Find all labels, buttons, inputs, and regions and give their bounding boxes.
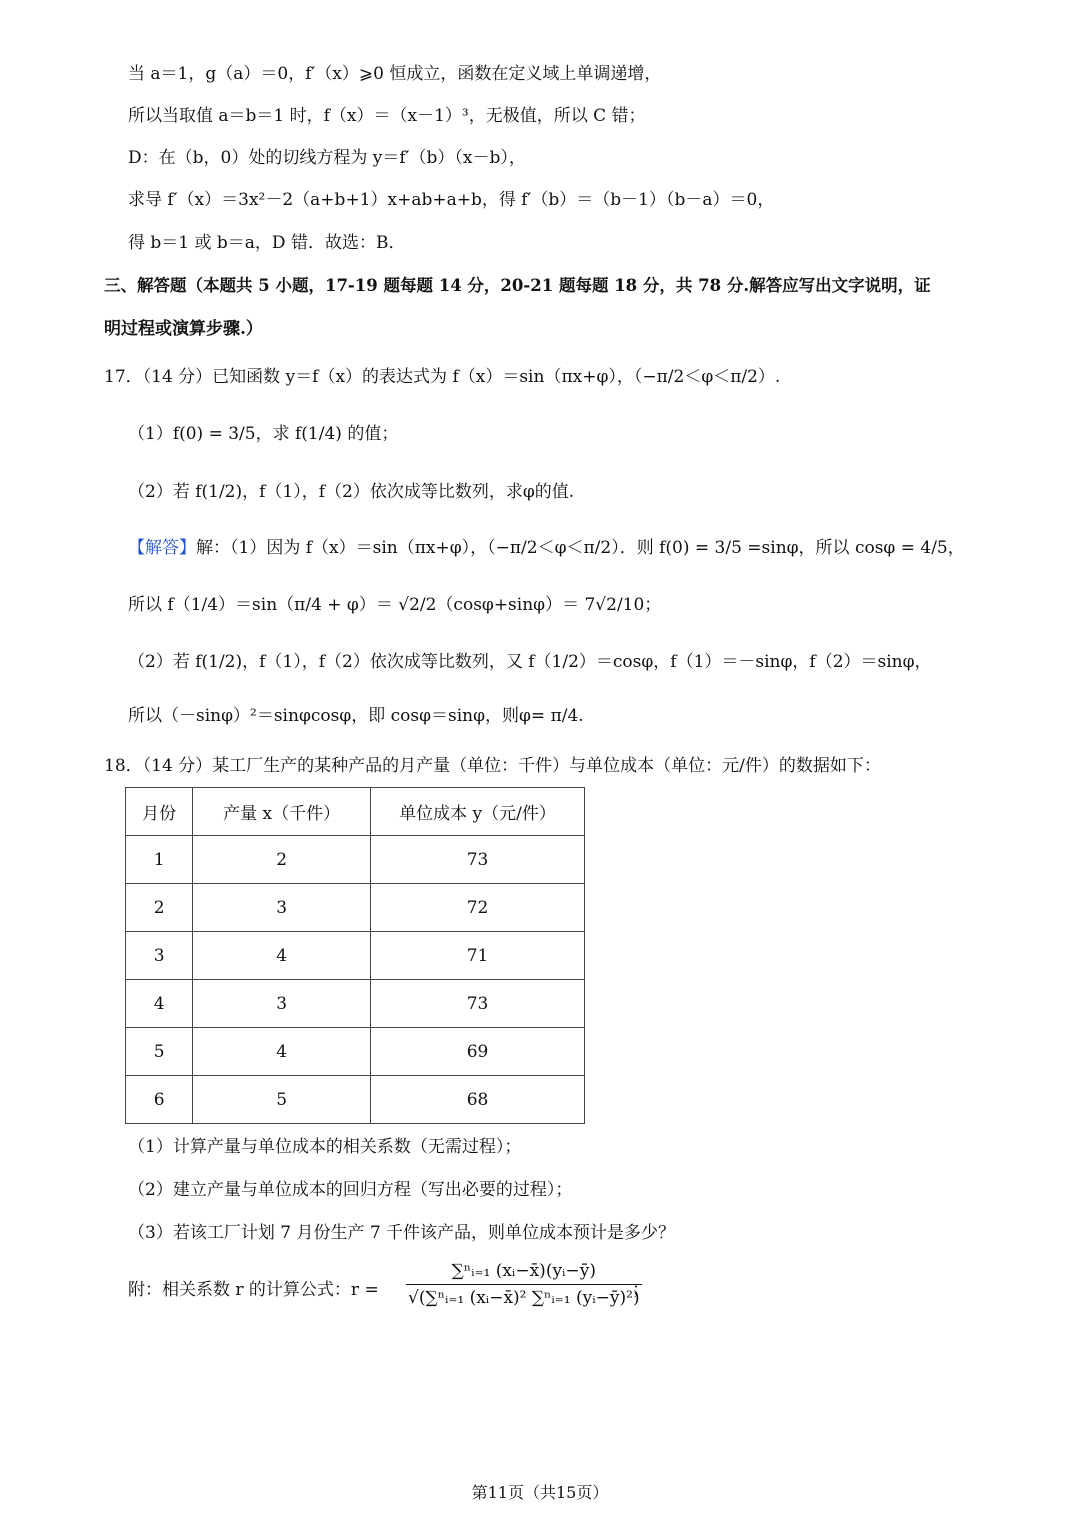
prev-solution-line-4: 求导 f′（x）＝3x²－2（a+b+1）x+ab+a+b，得 f′（b）＝（b－1）（b－a）＝0，	[128, 190, 775, 210]
table-cell: 2	[126, 884, 193, 932]
table-header-month: 月份	[126, 788, 193, 836]
correlation-formula	[406, 1258, 642, 1311]
table-row	[126, 1028, 585, 1076]
prev-solution-line-5: 得 b＝1 或 b＝a，D 错．故选：B．	[128, 233, 406, 253]
table-cell: 73	[371, 836, 585, 884]
table-cell: 3	[193, 980, 371, 1028]
q17-answer-line-1	[128, 536, 965, 560]
table-cell: 71	[371, 932, 585, 980]
section-header-line-2: 明过程或演算步骤.）	[104, 319, 263, 339]
q17-answer-line-2: 所以 f（1/4）＝sin（π/4 + φ）＝ √2/2（cosφ+sinφ）＝ 7√2/10；	[128, 595, 662, 615]
q18-part-3: （3）若该工厂计划 7 月份生产 7 千件该产品，则单位成本预计是多少？	[128, 1223, 676, 1243]
q18-part-1: （1）计算产量与单位成本的相关系数（无需过程）；	[128, 1137, 522, 1157]
production-cost-table	[125, 787, 585, 1124]
q18-stem: 18．（14 分）某工厂生产的某种产品的月产量（单位：千件）与单位成本（单位：元/件）的数据如下：	[104, 756, 881, 776]
table-cell: 6	[126, 1076, 193, 1124]
prev-solution-line-1: 当 a＝1，g（a）＝0，f′（x）⩾0 恒成立，函数在定义域上单调递增，	[128, 64, 662, 84]
table-cell: 5	[193, 1076, 371, 1124]
table-cell: 73	[371, 980, 585, 1028]
q17-stem: 17．（14 分）已知函数 y＝f（x）的表达式为 f（x）＝sin（πx+φ），（−π/2＜φ＜π/2）.	[104, 367, 781, 387]
table-cell: 72	[371, 884, 585, 932]
table-header-output: 产量 x（千件）	[193, 788, 371, 836]
table-cell: 2	[193, 836, 371, 884]
formula-denominator: √(∑ⁿᵢ₌₁ (xᵢ−x̄)² ∑ⁿᵢ₌₁ (yᵢ−ȳ)²)	[408, 1288, 640, 1308]
answer-tag: 【解答】	[128, 538, 196, 558]
q18-appendix-label: 附：相关系数 r 的计算公式：r =	[128, 1280, 379, 1300]
table-cell: 4	[193, 932, 371, 980]
formula-numerator: ∑ⁿᵢ₌₁ (xᵢ−x̄)(yᵢ−ȳ)	[406, 1258, 642, 1285]
table-row	[126, 980, 585, 1028]
q17-part-1: （1）f(0) = 3/5，求 f(1/4) 的值；	[128, 424, 399, 444]
table-row	[126, 836, 585, 884]
q18-part-2: （2）建立产量与单位成本的回归方程（写出必要的过程）；	[128, 1180, 573, 1200]
table-header-unit-cost: 单位成本 y（元/件）	[371, 788, 585, 836]
q17-answer-text-1: 解：（1）因为 f（x）＝sin（πx+φ），（−π/2＜φ＜π/2）．则 f(0) = 3/5 =sinφ，所以 cosφ = 4/5，	[196, 538, 965, 558]
table-row	[126, 884, 585, 932]
prev-solution-line-3: D：在（b，0）处的切线方程为 y＝f′（b）（x－b），	[128, 148, 526, 168]
q17-part-2: （2）若 f(1/2)，f（1），f（2）依次成等比数列，求φ的值.	[128, 482, 575, 502]
formula-end: ；	[632, 1280, 649, 1300]
section-header-line-1: 三、解答题（本题共 5 小题，17-19 题每题 14 分，20-21 题每题 18 分，共 78 分.解答应写出文字说明，证	[104, 276, 931, 295]
prev-solution-line-2: 所以当取值 a＝b＝1 时，f（x）＝（x－1）³，无极值，所以 C 错；	[128, 106, 646, 126]
table-row	[126, 932, 585, 980]
table-row	[126, 1076, 585, 1124]
table-cell: 68	[371, 1076, 585, 1124]
table-cell: 3	[193, 884, 371, 932]
table-cell: 1	[126, 836, 193, 884]
table-cell: 5	[126, 1028, 193, 1076]
q17-answer-line-4: 所以（－sinφ）²＝sinφcosφ，即 cosφ＝sinφ，则φ= π/4.	[128, 706, 584, 726]
table-cell: 4	[126, 980, 193, 1028]
q17-answer-line-3: （2）若 f(1/2)，f（1），f（2）依次成等比数列，又 f（1/2）＝cosφ，f（1）＝－sinφ，f（2）＝sinφ，	[128, 652, 932, 672]
table-cell: 69	[371, 1028, 585, 1076]
table-cell: 3	[126, 932, 193, 980]
table-cell: 4	[193, 1028, 371, 1076]
table-header-row	[126, 788, 585, 836]
page-footer: 第11页（共15页）	[471, 1483, 609, 1502]
